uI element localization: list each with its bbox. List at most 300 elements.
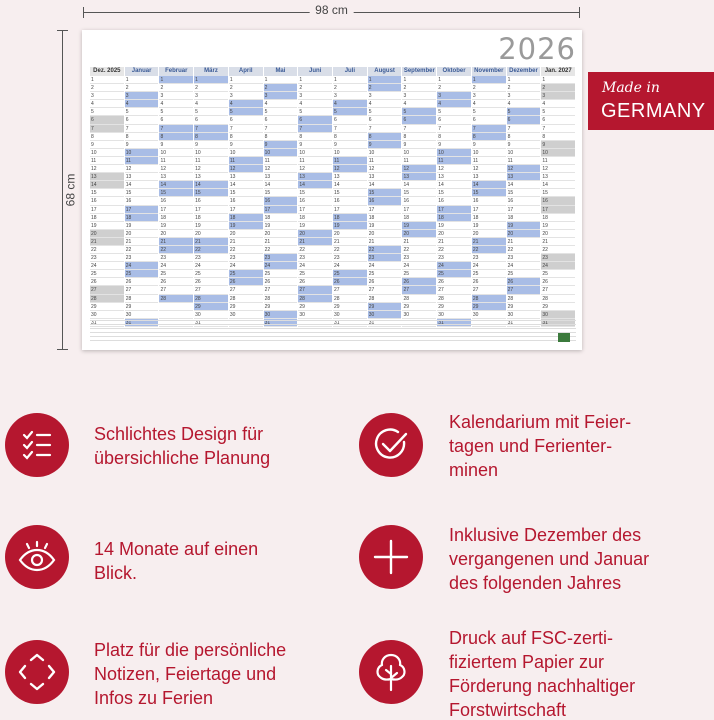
day-cell: 26 — [333, 278, 367, 286]
day-cell: 11 — [229, 157, 263, 165]
day-cell: 11 — [437, 157, 471, 165]
day-cell: 13 — [194, 173, 228, 181]
month-header: Juni — [298, 67, 332, 76]
day-cell: 24 — [194, 262, 228, 270]
day-cell: 4 — [402, 100, 436, 108]
day-cell: 10 — [194, 149, 228, 157]
day-cell: 15 — [333, 189, 367, 197]
day-cell: 27 — [507, 286, 541, 294]
made-in-germany-badge — [588, 72, 714, 130]
day-cell: 12 — [125, 165, 159, 173]
day-cell: 19 — [194, 222, 228, 230]
day-cell: 20 — [402, 230, 436, 238]
day-cell — [159, 303, 193, 311]
day-cell: 3 — [368, 92, 402, 100]
day-cell: 3 — [333, 92, 367, 100]
day-cell: 10 — [125, 149, 159, 157]
day-cell: 14 — [472, 181, 506, 189]
feature-text: Druck auf FSC-zerti- fiziertem Papier zur Förderung nachhaltiger Forstwirtschaft — [449, 628, 636, 720]
plus-icon — [359, 525, 423, 589]
day-cell: 26 — [437, 278, 471, 286]
day-cell: 14 — [229, 181, 263, 189]
calendar-year: 2026 — [498, 32, 576, 66]
day-cell: 1 — [159, 76, 193, 84]
day-cell: 6 — [541, 116, 575, 124]
month-header: Januar — [125, 67, 159, 76]
day-cell: 21 — [472, 238, 506, 246]
month-header: Dez. 2025 — [90, 67, 124, 76]
day-cell: 22 — [402, 246, 436, 254]
day-cell: 23 — [333, 254, 367, 262]
day-cell: 11 — [298, 157, 332, 165]
day-cell: 1 — [90, 76, 124, 84]
day-cell: 15 — [472, 189, 506, 197]
month-column — [264, 67, 298, 360]
day-cell: 14 — [507, 181, 541, 189]
day-cell: 26 — [402, 278, 436, 286]
month-column — [472, 67, 506, 360]
day-cell: 23 — [264, 254, 298, 262]
day-cell: 15 — [90, 189, 124, 197]
day-cell: 21 — [333, 238, 367, 246]
day-cell: 10 — [333, 149, 367, 157]
day-cell: 20 — [159, 230, 193, 238]
day-cell: 13 — [298, 173, 332, 181]
day-cell: 30 — [90, 311, 124, 319]
day-cell: 23 — [125, 254, 159, 262]
day-cell: 2 — [194, 84, 228, 92]
day-cell: 18 — [472, 214, 506, 222]
feature-text: Inklusive Dezember des vergangenen und Januar des folgenden Jahres — [449, 525, 650, 593]
day-cell: 19 — [298, 222, 332, 230]
day-cell: 7 — [507, 125, 541, 133]
day-cell: 18 — [194, 214, 228, 222]
day-cell: 3 — [472, 92, 506, 100]
day-cell: 6 — [472, 116, 506, 124]
day-cell: 14 — [402, 181, 436, 189]
day-cell: 23 — [472, 254, 506, 262]
day-cell: 8 — [437, 133, 471, 141]
day-cell: 13 — [437, 173, 471, 181]
day-cell: 31 — [507, 319, 541, 327]
day-cell: 22 — [437, 246, 471, 254]
day-cell: 27 — [472, 286, 506, 294]
day-cell: 27 — [264, 286, 298, 294]
day-cell: 6 — [402, 116, 436, 124]
day-cell: 2 — [437, 84, 471, 92]
day-cell: 4 — [437, 100, 471, 108]
day-cell: 16 — [333, 197, 367, 205]
day-cell: 23 — [437, 254, 471, 262]
day-cell: 18 — [333, 214, 367, 222]
day-cell: 7 — [298, 125, 332, 133]
day-cell: 5 — [159, 108, 193, 116]
day-cell: 4 — [90, 100, 124, 108]
day-cell: 12 — [368, 165, 402, 173]
day-cell: 25 — [437, 270, 471, 278]
calendar-grid — [90, 67, 576, 360]
day-cell: 30 — [194, 311, 228, 319]
day-cell: 2 — [333, 84, 367, 92]
day-cell: 21 — [90, 238, 124, 246]
day-cell: 10 — [159, 149, 193, 157]
day-cell: 31 — [437, 319, 471, 327]
day-cell: 22 — [472, 246, 506, 254]
day-cell: 11 — [472, 157, 506, 165]
day-cell: 19 — [159, 222, 193, 230]
day-cell: 17 — [333, 206, 367, 214]
day-cell: 21 — [402, 238, 436, 246]
day-cell: 10 — [368, 149, 402, 157]
day-cell: 25 — [125, 270, 159, 278]
day-cell: 3 — [264, 92, 298, 100]
day-cell: 24 — [90, 262, 124, 270]
day-cell: 28 — [472, 295, 506, 303]
day-cell: 16 — [507, 197, 541, 205]
day-cell: 4 — [298, 100, 332, 108]
day-cell: 4 — [472, 100, 506, 108]
day-cell: 8 — [333, 133, 367, 141]
day-cell: 27 — [402, 286, 436, 294]
day-cell: 24 — [229, 262, 263, 270]
day-cell: 6 — [437, 116, 471, 124]
day-cell: 25 — [229, 270, 263, 278]
day-cell: 9 — [368, 141, 402, 149]
day-cell: 30 — [229, 311, 263, 319]
day-cell: 14 — [541, 181, 575, 189]
day-cell: 29 — [368, 303, 402, 311]
day-cell: 21 — [507, 238, 541, 246]
day-cell: 22 — [125, 246, 159, 254]
day-cell: 15 — [229, 189, 263, 197]
day-cell: 29 — [472, 303, 506, 311]
day-cell: 5 — [229, 108, 263, 116]
day-cell: 1 — [437, 76, 471, 84]
day-cell: 12 — [159, 165, 193, 173]
day-cell: 8 — [264, 133, 298, 141]
day-cell: 23 — [541, 254, 575, 262]
day-cell: 29 — [298, 303, 332, 311]
day-cell: 5 — [264, 108, 298, 116]
day-cell: 26 — [90, 278, 124, 286]
day-cell: 11 — [264, 157, 298, 165]
day-cell: 29 — [229, 303, 263, 311]
day-cell: 27 — [125, 286, 159, 294]
month-column — [402, 67, 436, 360]
day-cell: 8 — [194, 133, 228, 141]
day-cell: 20 — [229, 230, 263, 238]
day-cell: 17 — [507, 206, 541, 214]
badge-country: GERMANY — [601, 100, 706, 122]
day-cell: 21 — [298, 238, 332, 246]
day-cell: 21 — [264, 238, 298, 246]
day-cell: 9 — [437, 141, 471, 149]
feature-text: Schlichtes Design für übersichliche Planung — [94, 424, 271, 468]
day-cell: 26 — [264, 278, 298, 286]
day-cell: 16 — [298, 197, 332, 205]
day-cell: 17 — [541, 206, 575, 214]
day-cell: 10 — [402, 149, 436, 157]
day-cell: 2 — [229, 84, 263, 92]
day-cell: 1 — [507, 76, 541, 84]
day-cell: 29 — [194, 303, 228, 311]
day-cell: 2 — [507, 84, 541, 92]
day-cell: 20 — [541, 230, 575, 238]
day-cell: 19 — [229, 222, 263, 230]
day-cell: 6 — [507, 116, 541, 124]
holiday-legend-table — [90, 318, 576, 346]
day-cell: 16 — [125, 197, 159, 205]
day-cell: 18 — [541, 214, 575, 222]
day-cell: 21 — [194, 238, 228, 246]
day-cell: 16 — [229, 197, 263, 205]
month-column — [90, 67, 124, 360]
month-column — [125, 67, 159, 360]
calendar-preview — [82, 30, 582, 350]
day-cell: 7 — [229, 125, 263, 133]
month-header: Dezember — [507, 67, 541, 76]
day-cell: 30 — [264, 311, 298, 319]
day-cell: 18 — [159, 214, 193, 222]
day-cell: 10 — [541, 149, 575, 157]
day-cell: 4 — [368, 100, 402, 108]
day-cell: 18 — [368, 214, 402, 222]
day-cell: 10 — [437, 149, 471, 157]
month-header: November — [472, 67, 506, 76]
day-cell: 22 — [90, 246, 124, 254]
day-cell: 15 — [541, 189, 575, 197]
day-cell: 20 — [333, 230, 367, 238]
month-header: Juli — [333, 67, 367, 76]
day-cell: 8 — [90, 133, 124, 141]
day-cell: 6 — [194, 116, 228, 124]
day-cell: 10 — [472, 149, 506, 157]
day-cell: 9 — [402, 141, 436, 149]
eye-icon — [5, 525, 69, 589]
day-cell: 20 — [472, 230, 506, 238]
day-cell: 24 — [437, 262, 471, 270]
day-cell: 8 — [507, 133, 541, 141]
day-cell: 19 — [125, 222, 159, 230]
day-cell: 2 — [90, 84, 124, 92]
day-cell: 12 — [507, 165, 541, 173]
day-cell: 15 — [194, 189, 228, 197]
day-cell: 8 — [541, 133, 575, 141]
day-cell: 28 — [159, 295, 193, 303]
day-cell: 17 — [229, 206, 263, 214]
day-cell: 11 — [90, 157, 124, 165]
day-cell: 12 — [402, 165, 436, 173]
day-cell: 27 — [229, 286, 263, 294]
day-cell: 2 — [298, 84, 332, 92]
day-cell: 4 — [125, 100, 159, 108]
month-column — [507, 67, 541, 360]
day-cell: 13 — [507, 173, 541, 181]
feature-text: Platz für die persönliche Notizen, Feiertage und Infos zu Ferien — [94, 640, 287, 708]
day-cell: 6 — [125, 116, 159, 124]
day-cell: 3 — [437, 92, 471, 100]
day-cell: 19 — [507, 222, 541, 230]
day-cell: 15 — [507, 189, 541, 197]
day-cell: 23 — [402, 254, 436, 262]
day-cell: 8 — [125, 133, 159, 141]
day-cell: 22 — [229, 246, 263, 254]
month-column — [298, 67, 332, 360]
day-cell: 29 — [125, 303, 159, 311]
day-cell: 17 — [264, 206, 298, 214]
day-cell: 12 — [229, 165, 263, 173]
day-cell: 28 — [229, 295, 263, 303]
day-cell: 13 — [264, 173, 298, 181]
day-cell: 29 — [437, 303, 471, 311]
day-cell: 12 — [437, 165, 471, 173]
day-cell: 22 — [298, 246, 332, 254]
day-cell: 26 — [125, 278, 159, 286]
day-cell: 22 — [541, 246, 575, 254]
checklist-icon — [5, 413, 69, 477]
day-cell: 12 — [298, 165, 332, 173]
day-cell: 13 — [541, 173, 575, 181]
day-cell: 9 — [229, 141, 263, 149]
day-cell: 17 — [125, 206, 159, 214]
day-cell: 5 — [194, 108, 228, 116]
day-cell: 7 — [472, 125, 506, 133]
day-cell: 21 — [541, 238, 575, 246]
day-cell: 6 — [298, 116, 332, 124]
day-cell: 18 — [507, 214, 541, 222]
day-cell: 21 — [159, 238, 193, 246]
day-cell: 16 — [541, 197, 575, 205]
day-cell: 11 — [402, 157, 436, 165]
day-cell: 16 — [90, 197, 124, 205]
day-cell: 24 — [159, 262, 193, 270]
day-cell: 2 — [159, 84, 193, 92]
day-cell: 23 — [298, 254, 332, 262]
month-header: Mai — [264, 67, 298, 76]
day-cell: 31 — [90, 319, 124, 327]
day-cell: 16 — [437, 197, 471, 205]
day-cell: 1 — [194, 76, 228, 84]
day-cell: 4 — [541, 100, 575, 108]
day-cell: 8 — [159, 133, 193, 141]
day-cell: 16 — [402, 197, 436, 205]
day-cell: 19 — [472, 222, 506, 230]
day-cell: 30 — [298, 311, 332, 319]
day-cell: 11 — [159, 157, 193, 165]
month-column — [437, 67, 471, 360]
day-cell: 21 — [437, 238, 471, 246]
day-cell: 4 — [507, 100, 541, 108]
day-cell: 24 — [507, 262, 541, 270]
day-cell: 18 — [298, 214, 332, 222]
day-cell: 6 — [229, 116, 263, 124]
day-cell: 13 — [402, 173, 436, 181]
day-cell: 3 — [90, 92, 124, 100]
day-cell: 7 — [90, 125, 124, 133]
day-cell: 13 — [159, 173, 193, 181]
day-cell: 30 — [472, 311, 506, 319]
month-column — [333, 67, 367, 360]
day-cell: 5 — [437, 108, 471, 116]
day-cell: 29 — [507, 303, 541, 311]
day-cell: 23 — [159, 254, 193, 262]
day-cell: 15 — [402, 189, 436, 197]
day-cell: 15 — [125, 189, 159, 197]
day-cell: 28 — [541, 295, 575, 303]
month-header: August — [368, 67, 402, 76]
day-cell: 11 — [541, 157, 575, 165]
day-cell: 25 — [159, 270, 193, 278]
day-cell: 24 — [541, 262, 575, 270]
day-cell: 1 — [472, 76, 506, 84]
day-cell: 5 — [368, 108, 402, 116]
day-cell: 6 — [333, 116, 367, 124]
day-cell: 22 — [368, 246, 402, 254]
day-cell: 9 — [507, 141, 541, 149]
day-cell: 30 — [402, 311, 436, 319]
day-cell: 28 — [125, 295, 159, 303]
day-cell: 6 — [159, 116, 193, 124]
feature-text: Kalendarium mit Feier- tagen und Ferienter- minen — [449, 412, 632, 480]
day-cell: 25 — [90, 270, 124, 278]
day-cell: 15 — [264, 189, 298, 197]
day-cell: 13 — [368, 173, 402, 181]
day-cell: 25 — [507, 270, 541, 278]
day-cell: 21 — [125, 238, 159, 246]
day-cell: 8 — [368, 133, 402, 141]
day-cell: 17 — [298, 206, 332, 214]
day-cell: 25 — [541, 270, 575, 278]
day-cell: 18 — [90, 214, 124, 222]
day-cell: 3 — [298, 92, 332, 100]
width-dimension — [83, 3, 580, 18]
arrows-expand-icon — [5, 640, 69, 704]
day-cell: 20 — [264, 230, 298, 238]
day-cell: 12 — [472, 165, 506, 173]
month-header: September — [403, 68, 435, 74]
feature-text: 14 Monate auf einen Blick. — [94, 539, 259, 583]
day-cell: 11 — [333, 157, 367, 165]
day-cell: 9 — [472, 141, 506, 149]
day-cell: 8 — [229, 133, 263, 141]
day-cell: 9 — [194, 141, 228, 149]
month-column — [194, 67, 228, 360]
day-cell: 26 — [507, 278, 541, 286]
day-cell: 4 — [333, 100, 367, 108]
day-cell: 28 — [437, 295, 471, 303]
day-cell: 30 — [541, 311, 575, 319]
day-cell: 14 — [437, 181, 471, 189]
fsc-logo — [558, 333, 570, 342]
month-header: Oktober — [437, 67, 471, 76]
width-label: 98 cm — [309, 3, 354, 17]
day-cell: 7 — [264, 125, 298, 133]
day-cell: 22 — [159, 246, 193, 254]
day-cell: 27 — [298, 286, 332, 294]
day-cell: 13 — [125, 173, 159, 181]
day-cell: 17 — [472, 206, 506, 214]
day-cell: 24 — [125, 262, 159, 270]
day-cell: 12 — [541, 165, 575, 173]
day-cell: 11 — [125, 157, 159, 165]
day-cell: 2 — [541, 84, 575, 92]
day-cell: 22 — [194, 246, 228, 254]
day-cell: 16 — [264, 197, 298, 205]
day-cell: 20 — [194, 230, 228, 238]
day-cell: 10 — [90, 149, 124, 157]
height-dimension — [56, 30, 78, 350]
day-cell: 14 — [90, 181, 124, 189]
